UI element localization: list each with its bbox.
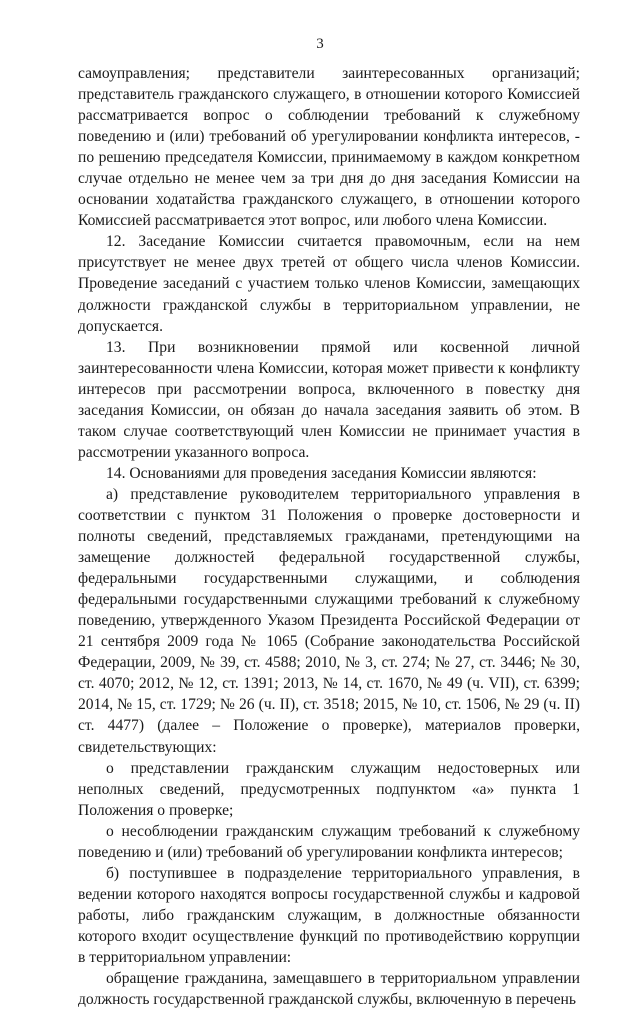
paragraph-item-14-a-2: о несоблюдении гражданским служащим требований к служебному поведению и (или) требований об урегулировании конфликта интересов; <box>78 822 580 861</box>
paragraph-item-14-b-1: обращение гражданина, замещавшего в территориальном управлении должность государственной гражданской службы, включенную в перечень <box>78 970 580 1009</box>
paragraph-item-14: 14. Основаниями для проведения заседания Комиссии являются: <box>106 464 537 482</box>
paragraph-item-14-a: а) представление руководителем территориального управления в соответствии с пунктом 31 Положения о проверке достоверности и полноты сведений, представляемых гражданами, претендующими на замещение должностей федеральной государственной службы, федеральными государственными служащими, и соблюдения федеральными государственными служащими требований к служебному поведению, утвержденного Указом Президента Российской Федерации от 21 сентября 2009 года № 1065 (Собрание законодательства Российской Федерации, 2009, № 39, ст. 4588; 2010, № 3, ст. 274; № 27, ст. 3446; № 30, ст. 4070; 2012, № 12, ст. 1391; 2013, № 14, ст. 1670, № 49 (ч. VII), ст. 6399; 2014, № 15, ст. 1729; № 26 (ч. II), ст. 3518; 2015, № 10, ст. 1506, № 29 (ч. II) ст. 4477) (далее – Положение о проверке), материалов проверки, свидетельствующих: <box>78 485 580 756</box>
paragraph-item-12: 12. Заседание Комиссии считается правомочным, если на нем присутствует не менее двух третей от общего числа членов Комиссии. Проведение заседаний с участием только членов Комиссии, замещающих должности гражданской службы в территориальном управлении, не допускается. <box>78 233 580 335</box>
page-number: 3 <box>316 36 324 52</box>
document-body <box>78 63 580 1010</box>
paragraph-item-14-b: б) поступившее в подразделение территориального управления, в ведении которого находятся вопросы государственной службы и кадровой работы, либо гражданским служащим, в должностные обязанности которого входит осуществление функций по противодействию коррупции в территориальном управлении: <box>78 864 580 966</box>
paragraph-item-14-a-1: о представлении гражданским служащим недостоверных или неполных сведений, предусмотренных подпунктом «а» пункта 1 Положения о проверке; <box>78 759 580 819</box>
paragraph-item-13: 13. При возникновении прямой или косвенной личной заинтересованности члена Комиссии, которая может привести к конфликту интересов при рассмотрении вопроса, включенного в повестку дня заседания Комиссии, он обязан до начала заседания заявить об этом. В таком случае соответствующий член Комиссии не принимает участия в рассмотрении указанного вопроса. <box>78 338 580 461</box>
paragraph-continuation: самоуправления; представители заинтересованных организаций; представитель гражданского служащего, в отношении которого Комиссией рассматривается вопрос о соблюдении требований к служебному поведению и (или) требований об урегулировании конфликта интересов, - по решению председателя Комиссии, принимаемому в каждом конкретном случае отдельно не менее чем за три дня до дня заседания Комиссии на основании ходатайства гражданского служащего, в отношении которого Комиссией рассматривается этот вопрос, или любого члена Комиссии. <box>78 65 580 230</box>
